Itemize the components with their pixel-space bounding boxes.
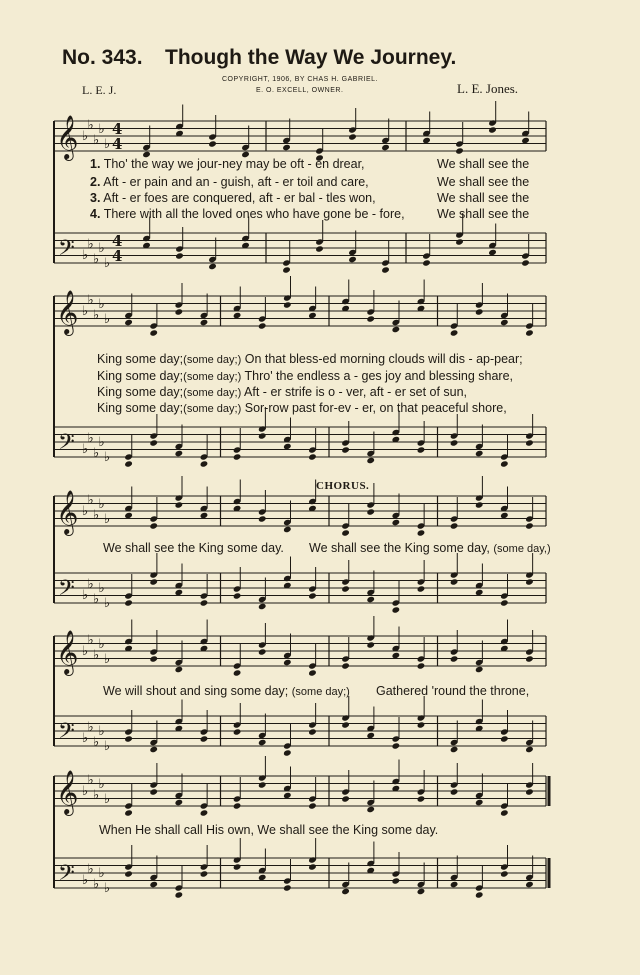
note-head	[233, 802, 242, 809]
note-head	[175, 252, 184, 259]
note-head	[475, 891, 484, 898]
note-head	[124, 870, 133, 877]
note-head	[500, 809, 509, 816]
note-head	[200, 460, 209, 467]
note-head	[208, 263, 217, 270]
note-head	[417, 446, 426, 453]
note-head	[392, 877, 401, 884]
flat-sign: ♭	[82, 588, 89, 603]
treble-clef: 𝄞	[56, 290, 79, 334]
chorus-line: We will shout and sing some day; (some day;)	[103, 684, 350, 698]
note-head	[417, 662, 426, 669]
note-head	[450, 329, 459, 336]
note-head	[283, 301, 292, 308]
note-head	[175, 308, 184, 315]
note-head	[475, 501, 484, 508]
note-head	[500, 599, 509, 606]
note-head	[124, 599, 133, 606]
verse-line: King some day;(some day;) Sor-row past for-ev - er, on that peaceful shore,	[97, 401, 507, 415]
verse-line: King some day;(some day;) On that bless-ed morning clouds will dis - ap-pear;	[97, 352, 523, 366]
time-signature: 4	[112, 120, 123, 138]
flat-sign: ♭	[82, 644, 89, 659]
note-head	[525, 655, 534, 662]
treble-clef: 𝄞	[56, 490, 79, 534]
copyright-owner: E. O. EXCELL, OWNER.	[256, 87, 344, 94]
note-head	[175, 501, 184, 508]
note-head	[282, 144, 291, 151]
chorus-line: We shall see the King some day.	[103, 541, 284, 555]
note-head	[366, 457, 375, 464]
note-head	[233, 669, 242, 676]
note-head	[124, 809, 133, 816]
note-head	[175, 799, 184, 806]
chorus-line: When He shall call His own, We shall see the King some day.	[99, 823, 439, 837]
note-head	[381, 144, 390, 151]
flat-sign: ♭	[98, 724, 105, 739]
flat-sign: ♭	[87, 431, 94, 446]
flat-sign: ♭	[87, 862, 94, 877]
chorus-label: CHORUS.	[316, 480, 370, 492]
note-head	[450, 881, 459, 888]
flat-sign: ♭	[98, 122, 105, 137]
flat-sign: ♭	[87, 577, 94, 592]
verse-line-end: We shall see the	[437, 157, 530, 171]
note-head	[283, 884, 292, 891]
flat-sign: ♭	[82, 442, 89, 457]
hymn-title: Though the Way We Journey.	[165, 46, 457, 69]
flat-sign: ♭	[93, 133, 100, 148]
flat-sign: ♭	[87, 493, 94, 508]
copyright-notice: COPYRIGHT, 1906, BY CHAS H. GABRIEL.	[222, 76, 378, 83]
note-head	[308, 802, 317, 809]
flat-sign: ♭	[98, 637, 105, 652]
chorus-line: We shall see the King some day, (some day,)	[309, 541, 551, 555]
time-signature: 4	[112, 135, 123, 153]
note-head	[475, 308, 484, 315]
note-head	[417, 721, 426, 728]
composer-name: L. E. Jones.	[457, 81, 519, 96]
flat-sign: ♭	[104, 256, 111, 271]
flat-sign: ♭	[104, 652, 111, 667]
flat-sign: ♭	[98, 777, 105, 792]
verse-line: 2. Aft - er pain and an - guish, aft - er toil and care,	[90, 175, 369, 189]
verse-line: 4. There with all the loved ones who have gone be - fore,	[90, 207, 405, 221]
hymn-number: No. 343.	[62, 46, 143, 69]
flat-sign: ♭	[93, 252, 100, 267]
note-head	[450, 522, 459, 529]
flat-sign: ♭	[87, 633, 94, 648]
note-head	[308, 728, 317, 735]
note-head	[348, 133, 357, 140]
flat-sign: ♭	[104, 881, 111, 896]
note-head	[149, 522, 158, 529]
note-head	[392, 326, 401, 333]
verse-line: 1. Tho' the way we jour-ney may be oft - en drear,	[90, 157, 365, 171]
note-head	[233, 592, 242, 599]
treble-clef: 𝄞	[56, 630, 79, 674]
note-head	[488, 126, 497, 133]
note-head	[200, 599, 209, 606]
note-head	[258, 515, 267, 522]
note-head	[525, 746, 534, 753]
note-head	[175, 891, 184, 898]
note-head	[525, 522, 534, 529]
note-head	[525, 788, 534, 795]
verse-line-end: We shall see the	[437, 175, 530, 189]
flat-sign: ♭	[104, 596, 111, 611]
flat-sign: ♭	[82, 784, 89, 799]
verse-line-end: We shall see the	[437, 191, 530, 205]
bass-clef: 𝄢	[58, 576, 75, 606]
note-head	[149, 578, 158, 585]
note-head	[500, 319, 509, 326]
flat-sign: ♭	[87, 720, 94, 735]
note-head	[392, 519, 401, 526]
note-head	[455, 238, 464, 245]
flat-sign: ♭	[104, 137, 111, 152]
note-head	[525, 439, 534, 446]
note-head	[341, 446, 350, 453]
note-head	[308, 863, 317, 870]
flat-sign: ♭	[98, 581, 105, 596]
flat-sign: ♭	[82, 248, 89, 263]
flat-sign: ♭	[82, 731, 89, 746]
treble-clef: 𝄞	[56, 770, 79, 814]
note-head	[450, 655, 459, 662]
note-head	[366, 806, 375, 813]
note-head	[341, 529, 350, 536]
note-head	[475, 666, 484, 673]
note-head	[341, 888, 350, 895]
note-head	[175, 666, 184, 673]
verse-line: King some day;(some day;) Thro' the endless a - ges joy and blessing share,	[97, 369, 514, 383]
note-head	[124, 460, 133, 467]
note-head	[366, 641, 375, 648]
note-head	[258, 781, 267, 788]
note-head	[341, 795, 350, 802]
note-head	[200, 809, 209, 816]
note-head	[149, 655, 158, 662]
chorus-line: Gathered 'round the throne,	[376, 684, 530, 698]
note-head	[525, 881, 534, 888]
note-head	[475, 450, 484, 457]
note-head	[341, 585, 350, 592]
note-head	[381, 266, 390, 273]
flat-sign: ♭	[82, 873, 89, 888]
note-head	[315, 245, 324, 252]
note-head	[500, 870, 509, 877]
note-head	[308, 669, 317, 676]
flat-sign: ♭	[87, 118, 94, 133]
note-head	[455, 147, 464, 154]
note-head	[521, 259, 530, 266]
note-head	[200, 870, 209, 877]
note-head	[417, 888, 426, 895]
time-signature: 4	[112, 232, 123, 250]
flat-sign: ♭	[98, 241, 105, 256]
note-head	[149, 881, 158, 888]
note-head	[258, 432, 267, 439]
flat-sign: ♭	[98, 497, 105, 512]
note-head	[308, 592, 317, 599]
note-head	[149, 788, 158, 795]
note-head	[525, 578, 534, 585]
note-head	[233, 728, 242, 735]
bass-clef: 𝄢	[58, 236, 75, 266]
note-head	[124, 319, 133, 326]
verse-line: King some day;(some day;) Aft - er strife is o - ver, aft - er set of sun,	[97, 385, 468, 399]
note-head	[258, 739, 267, 746]
flat-sign: ♭	[82, 504, 89, 519]
flat-sign: ♭	[82, 129, 89, 144]
note-head	[200, 735, 209, 742]
note-head	[366, 315, 375, 322]
note-head	[175, 450, 184, 457]
note-head	[283, 749, 292, 756]
flat-sign: ♭	[98, 297, 105, 312]
note-head	[450, 746, 459, 753]
note-head	[348, 256, 357, 263]
flat-sign: ♭	[87, 293, 94, 308]
note-head	[417, 585, 426, 592]
flat-sign: ♭	[104, 512, 111, 527]
note-head	[450, 788, 459, 795]
note-head	[417, 795, 426, 802]
flat-sign: ♭	[93, 446, 100, 461]
note-head	[417, 529, 426, 536]
flat-sign: ♭	[104, 312, 111, 327]
bass-clef: 𝄢	[58, 861, 75, 891]
flat-sign: ♭	[104, 450, 111, 465]
flat-sign: ♭	[104, 792, 111, 807]
treble-clef: 𝄞	[56, 115, 79, 159]
note-head	[500, 460, 509, 467]
note-head	[308, 453, 317, 460]
note-head	[525, 329, 534, 336]
note-head	[124, 735, 133, 742]
note-head	[392, 742, 401, 749]
flat-sign: ♭	[93, 648, 100, 663]
note-head	[366, 596, 375, 603]
note-head	[392, 606, 401, 613]
flat-sign: ♭	[87, 237, 94, 252]
note-head	[149, 439, 158, 446]
flat-sign: ♭	[82, 304, 89, 319]
note-head	[233, 453, 242, 460]
flat-sign: ♭	[87, 773, 94, 788]
flat-sign: ♭	[93, 508, 100, 523]
note-head	[450, 578, 459, 585]
note-head	[283, 659, 292, 666]
verse-line-end: We shall see the	[437, 207, 530, 221]
flat-sign: ♭	[93, 308, 100, 323]
note-head	[208, 140, 217, 147]
note-head	[258, 322, 267, 329]
note-head	[422, 259, 431, 266]
note-head	[200, 319, 209, 326]
flat-sign: ♭	[104, 739, 111, 754]
note-head	[341, 662, 350, 669]
note-head	[282, 266, 291, 273]
note-head	[475, 799, 484, 806]
flat-sign: ♭	[93, 788, 100, 803]
flat-sign: ♭	[98, 435, 105, 450]
note-head	[258, 603, 267, 610]
note-head	[450, 439, 459, 446]
note-head	[341, 721, 350, 728]
flat-sign: ♭	[98, 866, 105, 881]
note-head	[233, 863, 242, 870]
bass-clef: 𝄢	[58, 719, 75, 749]
flat-sign: ♭	[93, 735, 100, 750]
note-head	[500, 735, 509, 742]
note-head	[258, 648, 267, 655]
bass-clef: 𝄢	[58, 430, 75, 460]
flat-sign: ♭	[93, 592, 100, 607]
lyricist-initials: L. E. J.	[82, 83, 117, 97]
note-head	[149, 746, 158, 753]
flat-sign: ♭	[93, 877, 100, 892]
time-signature: 4	[112, 247, 123, 265]
note-head	[149, 329, 158, 336]
verse-line: 3. Aft - er foes are conquered, aft - er bal - tles won,	[90, 191, 376, 205]
note-head	[366, 508, 375, 515]
note-head	[283, 526, 292, 533]
